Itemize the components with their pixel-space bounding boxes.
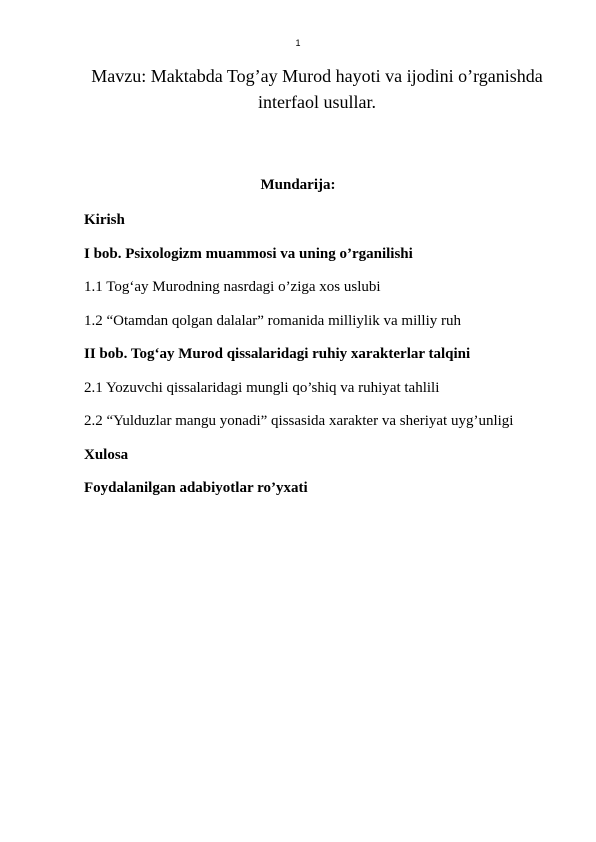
- title-line-1: Mavzu: Maktabda Tog’ay Murod hayoti va ijodini o’rganishda: [91, 66, 543, 86]
- toc-heading: Mundarija:: [260, 177, 336, 193]
- toc-item[interactable]: II bob. Tog‘ay Murod qissalaridagi ruhiy xarakterlar talqini: [84, 346, 471, 362]
- toc-item[interactable]: 2.1 Yozuvchi qissalaridagi mungli qo’shiq va ruhiyat tahlili: [84, 379, 440, 396]
- toc-item[interactable]: 1.2 “Otamdan qolgan dalalar” romanida milliylik va milliy ruh: [84, 312, 461, 329]
- table-of-contents: [84, 211, 564, 513]
- document-title: [84, 63, 550, 115]
- page-number: 1: [295, 38, 301, 48]
- toc-item[interactable]: Foydalanilgan adabiyotlar ro’yxati: [84, 480, 308, 496]
- toc-item[interactable]: 1.1 Tog‘ay Murodning nasrdagi o’ziga xos uslubi: [84, 279, 381, 295]
- toc-item[interactable]: Kirish: [84, 212, 125, 228]
- title-line-2: interfaol usullar.: [258, 92, 376, 112]
- toc-item[interactable]: 2.2 “Yulduzlar mangu yonadi” qissasida xarakter va sheriyat uyg’unligi: [84, 413, 514, 429]
- toc-item[interactable]: I bob. Psixologizm muammosi va uning o’rganilishi: [84, 245, 413, 262]
- toc-item[interactable]: Xulosa: [84, 446, 129, 463]
